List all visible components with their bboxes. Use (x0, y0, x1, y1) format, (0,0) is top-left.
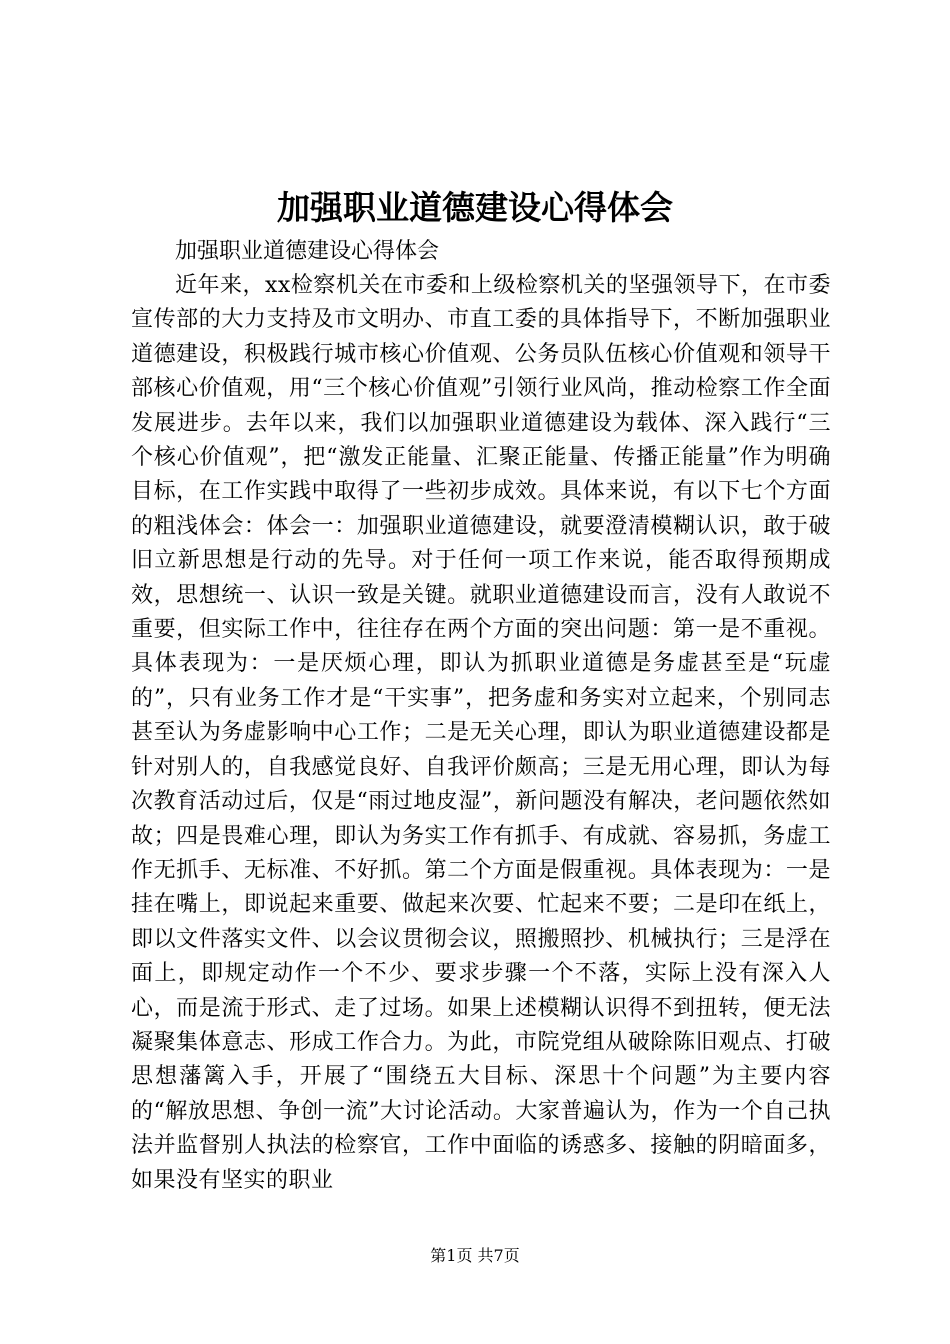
document-body (131, 235, 831, 1198)
document-subtitle: 加强职业道德建设心得体会 (175, 239, 440, 264)
page-footer: 第1页 共7页 (430, 1246, 520, 1265)
body-paragraph: 近年来，xx检察机关在市委和上级检察机关的坚强领导下，在市委宣传部的大力支持及市文明办、市直工委的具体指导下，不断加强职业道德建设，积极践行城市核心价值观、公务员队伍核心价值观和领导干部核心价值观，用“三个核心价值观”引领行业风尚，推动检察工作全面发展进步。去年以来，我们以加强职业道德建设为载体、深入践行“三个核心价值观”，把“激发正能量、汇聚正能量、传播正能量”作为明确目标，在工作实践中取得了一些初步成效。具体来说，有以下七个方面的粗浅体会：体会一：加强职业道德建设，就要澄清模糊认识，敢于破旧立新思想是行动的先导。对于任何一项工作来说，能否取得预期成效，思想统一、认识一致是关键。就职业道德建设而言，没有人敢说不重要，但实际工作中，往往存在两个方面的突出问题：第一是不重视。具体表现为：一是厌烦心理，即认为抓职业道德是务虚甚至是“玩虚的”，只有业务工作才是“干实事”，把务虚和务实对立起来，个别同志甚至认为务虚影响中心工作；二是无关心理，即认为职业道德建设都是针对别人的，自我感觉良好、自我评价颇高；三是无用心理，即认为每次教育活动过后，仅是“雨过地皮湿”，新问题没有解决，老问题依然如故；四是畏难心理，即认为务实工作有抓手、有成就、容易抓，务虚工作无抓手、无标准、不好抓。第二个方面是假重视。具体表现为：一是挂在嘴上，即说起来重要、做起来次要、忙起来不要；二是印在纸上，即以文件落实文件、以会议贯彻会议，照搬照抄、机械执行；三是浮在面上，即规定动作一个不少、要求步骤一个不落，实际上没有深入人心，而是流于形式、走了过场。如果上述模糊认识得不到扭转，便无法凝聚集体意志、形成工作合力。为此，市院党组从破除陈旧观点、打破思想藩篱入手，开展了“围绕五大目标、深思十个问题”为主要内容的“解放思想、争创一流”大讨论活动。大家普遍认为，作为一个自己执法并监督别人执法的检察官，工作中面临的诱惑多、接触的阴暗面多，如果没有坚实的职业 (131, 273, 831, 1193)
document-title: 加强职业道德建设心得体会 (277, 188, 673, 227)
